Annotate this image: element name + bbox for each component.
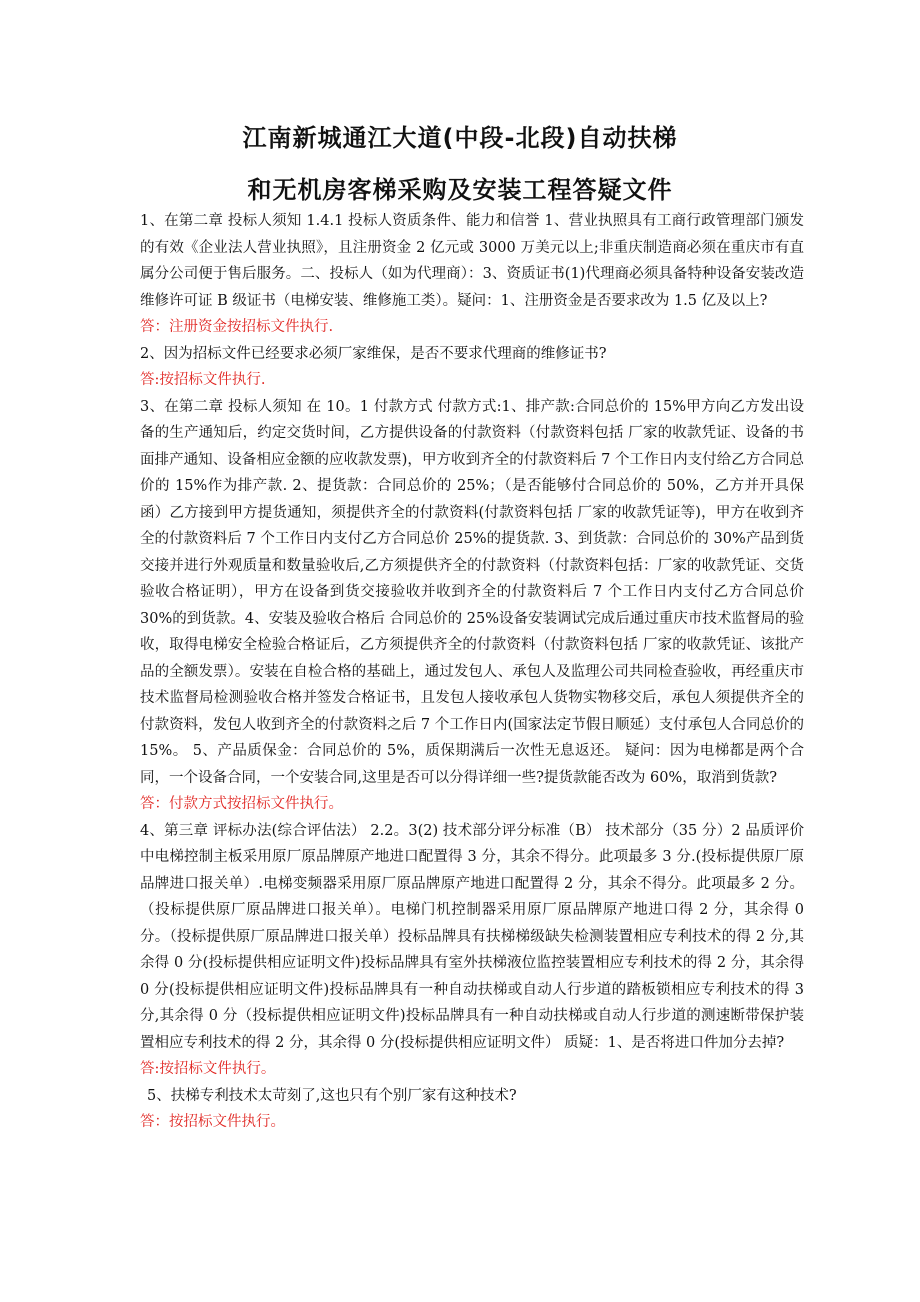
- document-body: [140, 208, 804, 1136]
- document-title-line2: 和无机房客梯采购及安装工程答疑文件: [247, 176, 673, 204]
- answer-4: 答:按招标文件执行。: [140, 1061, 276, 1077]
- question-2: 2、因为招标文件已经要求必须厂家维保，是否不要求代理商的维修证书?: [140, 345, 607, 362]
- document-title-line1: 江南新城通江大道(中段-北段)自动扶梯: [242, 124, 678, 152]
- question-3: 3、在第二章 投标人须知 在 10。1 付款方式 付款方式:1、排产款:合同总价的 15%甲方向乙方发出设备的生产通知后，约定交货时间，乙方提供设备的付款资料（付款资料包括 厂家的收款凭证、设备的书面排产通知、设备相应金额的应收款发票)，甲方收到齐全的付款资料后 7 个工作日内支付给乙方合同总价的 15%作为排产款. 2、提货款：合同总价的 25%；（是否能够付合同总价的 50%，乙方并开具保函）乙方接到甲方提货通知，须提供齐全的付款资料(付款资料包括 厂家的收款凭证等)，甲方在收到齐全的付款资料后 7 个工作日内支付乙方合同总价 25%的提货款. 3、到货款：合同总价的 30%产品到货交接并进行外观质量和数量验收后,乙方须提供齐全的付款资料（付款资料包括：厂家的收款凭证、交货验收合格证明），甲方在设备到货交接验收并收到齐全的付款资料后 7 个工作日内支付乙方合同总价 30%的到货款。4、安装及验收合格后 合同总价的 25%设备安装调试完成后通过重庆市技术监督局的验收，取得电梯安全检验合格证后，乙方须提供齐全的付款资料（付款资料包括 厂家的收款凭证、该批产品的全额发票）。安装在自检合格的基础上，通过发包人、承包人及监理公司共同检查验收，再经重庆市技术监督局检测验收合格并签发合格证书，且发包人接收承包人货物实物移交后，承包人须提供齐全的付款资料，发包人收到齐全的付款资料之后 7 个工作日内(国家法定节假日顺延）支付承包人合同总价的 15%。 5、产品质保金：合同总价的 5%，质保期满后一次性无息返还。 疑问：因为电梯都是两个合同，一个设备合同，一个安装合同,这里是否可以分得详细一些?提货款能否改为 60%，取消到货款?: [140, 398, 804, 786]
- answer-3: 答：付款方式按招标文件执行。: [140, 796, 343, 812]
- question-5: 5、扶梯专利技术太苛刻了,这也只有个别厂家有这种技术?: [147, 1087, 517, 1104]
- answer-2: 答:按招标文件执行.: [140, 372, 266, 388]
- answer-5: 答：按招标文件执行。: [140, 1114, 285, 1130]
- question-4: 4、第三章 评标办法(综合评估法） 2.2。3(2) 技术部分评分标准（B） 技术部分（35 分）2 品质评价中电梯控制主板采用原厂原品牌原产地进口配置得 3 分，其余不得分。此项最多 3 分.(投标提供原厂原品牌进口报关单）.电梯变频器采用原厂原品牌原产地进口配置得 2 分，其余不得分。此项最多 2 分。（投标提供原厂原品牌进口报关单）。电梯门机控制器采用原厂原品牌原产地进口得 2 分，其余得 0 分。（投标提供原厂原品牌进口报关单）投标品牌具有扶梯梯级缺失检测装置相应专利技术的得 2 分,其余得 0 分(投标提供相应证明文件)投标品牌具有室外扶梯液位监控装置相应专利技术的得 2 分，其余得 0 分(投标提供相应证明文件)投标品牌具有一种自动扶梯或自动人行步道的踏板锁相应专利技术的得 3 分,其余得 0 分（投标提供相应证明文件)投标品牌具有一种自动扶梯或自动人行步道的测速断带保护装置相应专利技术的得 2 分，其余得 0 分(投标提供相应证明文件） 质疑：1、是否将进口件加分去掉?: [140, 822, 804, 1051]
- answer-1: 答：注册资金按招标文件执行.: [140, 319, 334, 335]
- question-1: 1、在第二章 投标人须知 1.4.1 投标人资质条件、能力和信誉 1、营业执照具有工商行政管理部门颁发的有效《企业法人营业执照》，且注册资金 2 亿元或 3000 万美元以上;非重庆制造商必须在重庆市有直属分公司便于售后服务。二、投标人（如为代理商）：3、资质证书(1)代理商必须具备特种设备安装改造维修许可证 B 级证书（电梯安装、维修施工类）。疑问：1、注册资金是否要求改为 1.5 亿及以上?: [140, 213, 804, 309]
